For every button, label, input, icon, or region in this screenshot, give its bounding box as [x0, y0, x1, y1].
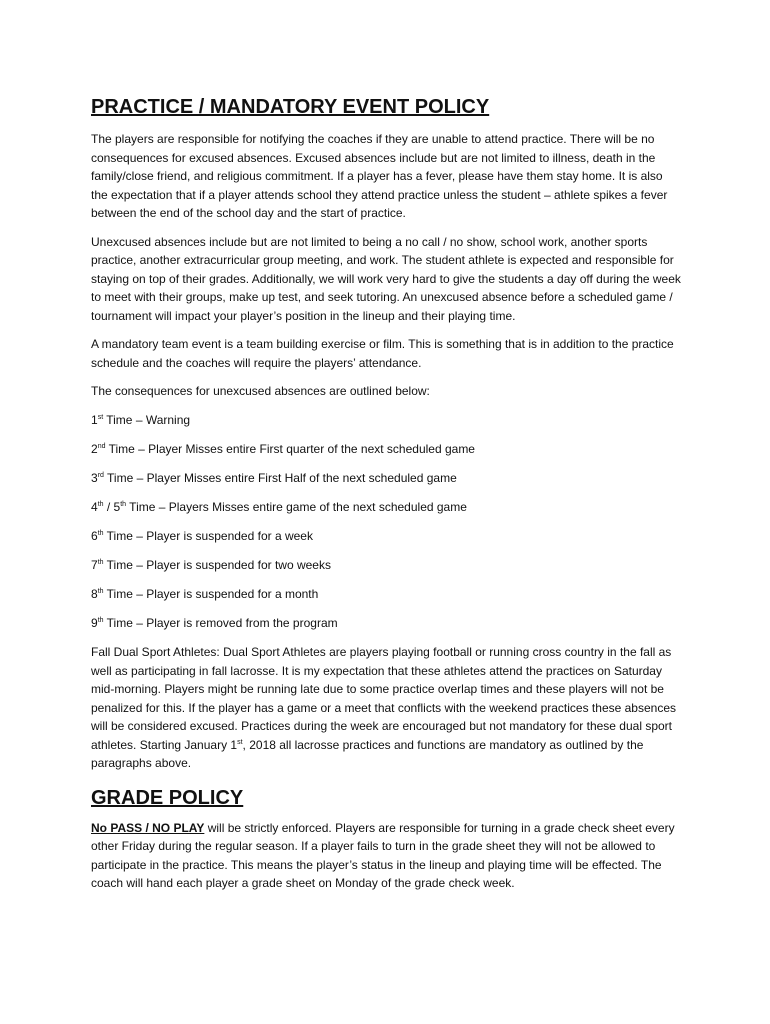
consequence-number: 1	[91, 413, 98, 427]
paragraph-dual-sport	[91, 643, 681, 773]
consequence-text: Time – Player is suspended for two weeks	[103, 558, 331, 572]
consequence-ordinal: rd	[97, 472, 104, 479]
consequence-item	[91, 614, 681, 633]
paragraph-notification: The players are responsible for notifying the coaches if they are unable to attend practice. There will be no consequences for excused absences. Excused absences include but are not limited to illness, death in the family/close friend, and religious commitment. If a player has a fever, please have them stay home. It is also the expectation that if a player attends school they attend practice unless the student – athlete spikes a fever between the end of the school day and the start of practice.	[91, 132, 668, 220]
consequence-text: Time – Warning	[103, 413, 191, 427]
consequence-ordinal: st	[97, 414, 104, 421]
grade-policy-title: GRADE POLICY	[91, 786, 244, 809]
consequence-text: Time – Player Misses entire First Half of the next scheduled game	[103, 471, 457, 485]
consequence-ordinal: th	[97, 588, 104, 595]
consequence-ordinal: th	[97, 559, 104, 566]
consequence-item	[91, 498, 681, 517]
consequence-ordinal: nd	[97, 443, 106, 450]
dual-sport-ordinal: st	[237, 738, 243, 746]
consequence-ordinal: th	[120, 501, 127, 508]
dual-sport-text-end: , 2018 all lacrosse practices and functions are mandatory as outlined by the paragraphs above.	[91, 737, 644, 770]
consequence-item	[91, 469, 681, 488]
consequence-number: 3	[91, 471, 98, 485]
consequence-number: 2	[91, 442, 98, 456]
consequence-item	[91, 556, 681, 575]
consequence-item	[91, 411, 681, 430]
consequence-number: 4	[91, 500, 98, 514]
consequence-item	[91, 585, 681, 604]
consequence-ordinal: th	[97, 501, 104, 508]
paragraph-mandatory-event: A mandatory team event is a team building exercise or film. This is something that is in addition to the practice schedule and the coaches will require the players’ attendance.	[91, 337, 674, 370]
grade-policy-text: will be strictly enforced. Players are responsible for turning in a grade check sheet every other Friday during the regular season. If a player fails to turn in the grade sheet they will not be allowed to participate in the practice. This means the player’s status in the lineup and playing time will be effected. The coach will hand each player a grade sheet on Monday of the grade check week.	[91, 820, 675, 890]
consequence-number: 7	[91, 558, 98, 572]
consequence-text: Time – Player Misses entire First quarter of the next scheduled game	[105, 442, 475, 456]
consequence-text: Time – Player is suspended for a month	[103, 587, 319, 601]
paragraph-unexcused: Unexcused absences include but are not limited to being a no call / no show, school work, another sports practice, another extracurricular group meeting, and work. The student athlete is expected and responsible for staying on top of their grades. Additionally, we will work very hard to give the students a day off during the week to meet with their groups, make up test, and seek tutoring. An unexcused absence before a scheduled game / tournament will impact your player’s position in the lineup and their playing time.	[91, 234, 681, 323]
consequence-ordinal: th	[97, 530, 104, 537]
page-title: PRACTICE / MANDATORY EVENT POLICY	[91, 96, 490, 118]
consequence-ordinal: th	[97, 617, 104, 624]
consequence-item	[91, 527, 681, 546]
paragraph-consequences-intro: The consequences for unexcused absences are outlined below:	[91, 384, 430, 398]
consequence-number: 8	[91, 587, 98, 601]
no-pass-no-play-label: No PASS / NO PLAY	[91, 820, 205, 835]
consequence-number: 6	[91, 529, 98, 543]
consequence-item	[91, 440, 681, 459]
consequence-text: Time – Player is suspended for a week	[103, 529, 313, 543]
document-page	[91, 94, 681, 903]
consequence-number: 9	[91, 616, 98, 630]
consequence-text: Time – Player is removed from the program	[103, 616, 338, 630]
consequence-text: Time – Players Misses entire game of the next scheduled game	[126, 500, 467, 514]
paragraph-grade-policy	[91, 819, 681, 893]
consequence-mid: / 5	[103, 500, 121, 514]
dual-sport-text: Fall Dual Sport Athletes: Dual Sport Athletes are players playing football or running cross country in the fall as well as participating in fall lacrosse. It is my expectation that these athletes attend the practices on Saturday mid-morning. Players might be running late due to some practice overlap times and these players will not be penalized for this. If the player has a game or a meet that conflicts with the weekend practices these absences will be considered excused. Practices during the week are encouraged but not mandatory for these dual sport athletes. Starting January 1	[91, 645, 676, 752]
